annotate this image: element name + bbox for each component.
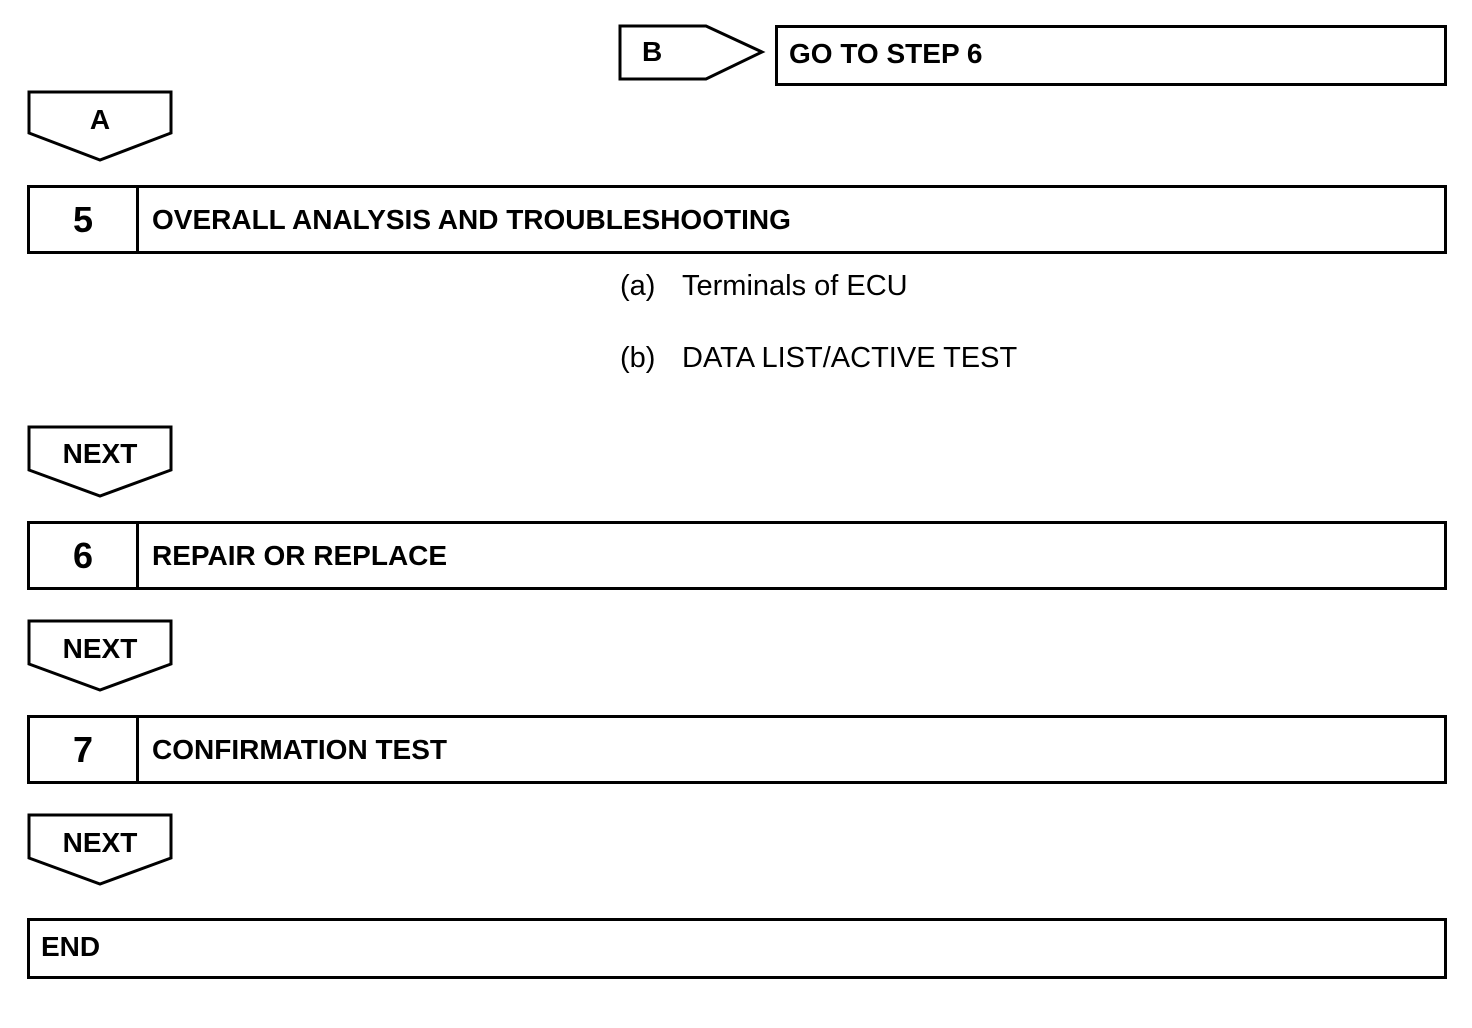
branch-b-arrow: [618, 24, 768, 82]
branch-a-label: A: [89, 104, 111, 135]
end-box: END: [27, 918, 1447, 979]
step-5-number: 5: [30, 188, 139, 251]
step-6-number: 6: [30, 524, 139, 587]
item-a-letter: (a): [620, 270, 656, 302]
step-5-title: OVERALL ANALYSIS AND TROUBLESHOOTING: [152, 204, 791, 235]
item-a-text: Terminals of ECU: [682, 270, 908, 302]
branch-b-label: B: [642, 36, 663, 67]
item-b-text: DATA LIST/ACTIVE TEST: [682, 342, 1018, 374]
step-5-item-a: [620, 270, 908, 302]
item-b-letter: (b): [620, 342, 656, 374]
go-to-step-6-box: GO TO STEP 6: [775, 25, 1447, 86]
next-label-3: NEXT: [62, 827, 138, 858]
step-7-number: 7: [30, 718, 139, 781]
next-label-1: NEXT: [62, 438, 138, 469]
next-label-2: NEXT: [62, 633, 138, 664]
step-5-item-b: [620, 342, 1017, 374]
step-7-title: CONFIRMATION TEST: [152, 734, 448, 765]
step-6-title: REPAIR OR REPLACE: [152, 540, 448, 571]
step-7-box: [27, 715, 1447, 784]
step-6-box: [27, 521, 1447, 590]
step-5-box: [27, 185, 1447, 254]
